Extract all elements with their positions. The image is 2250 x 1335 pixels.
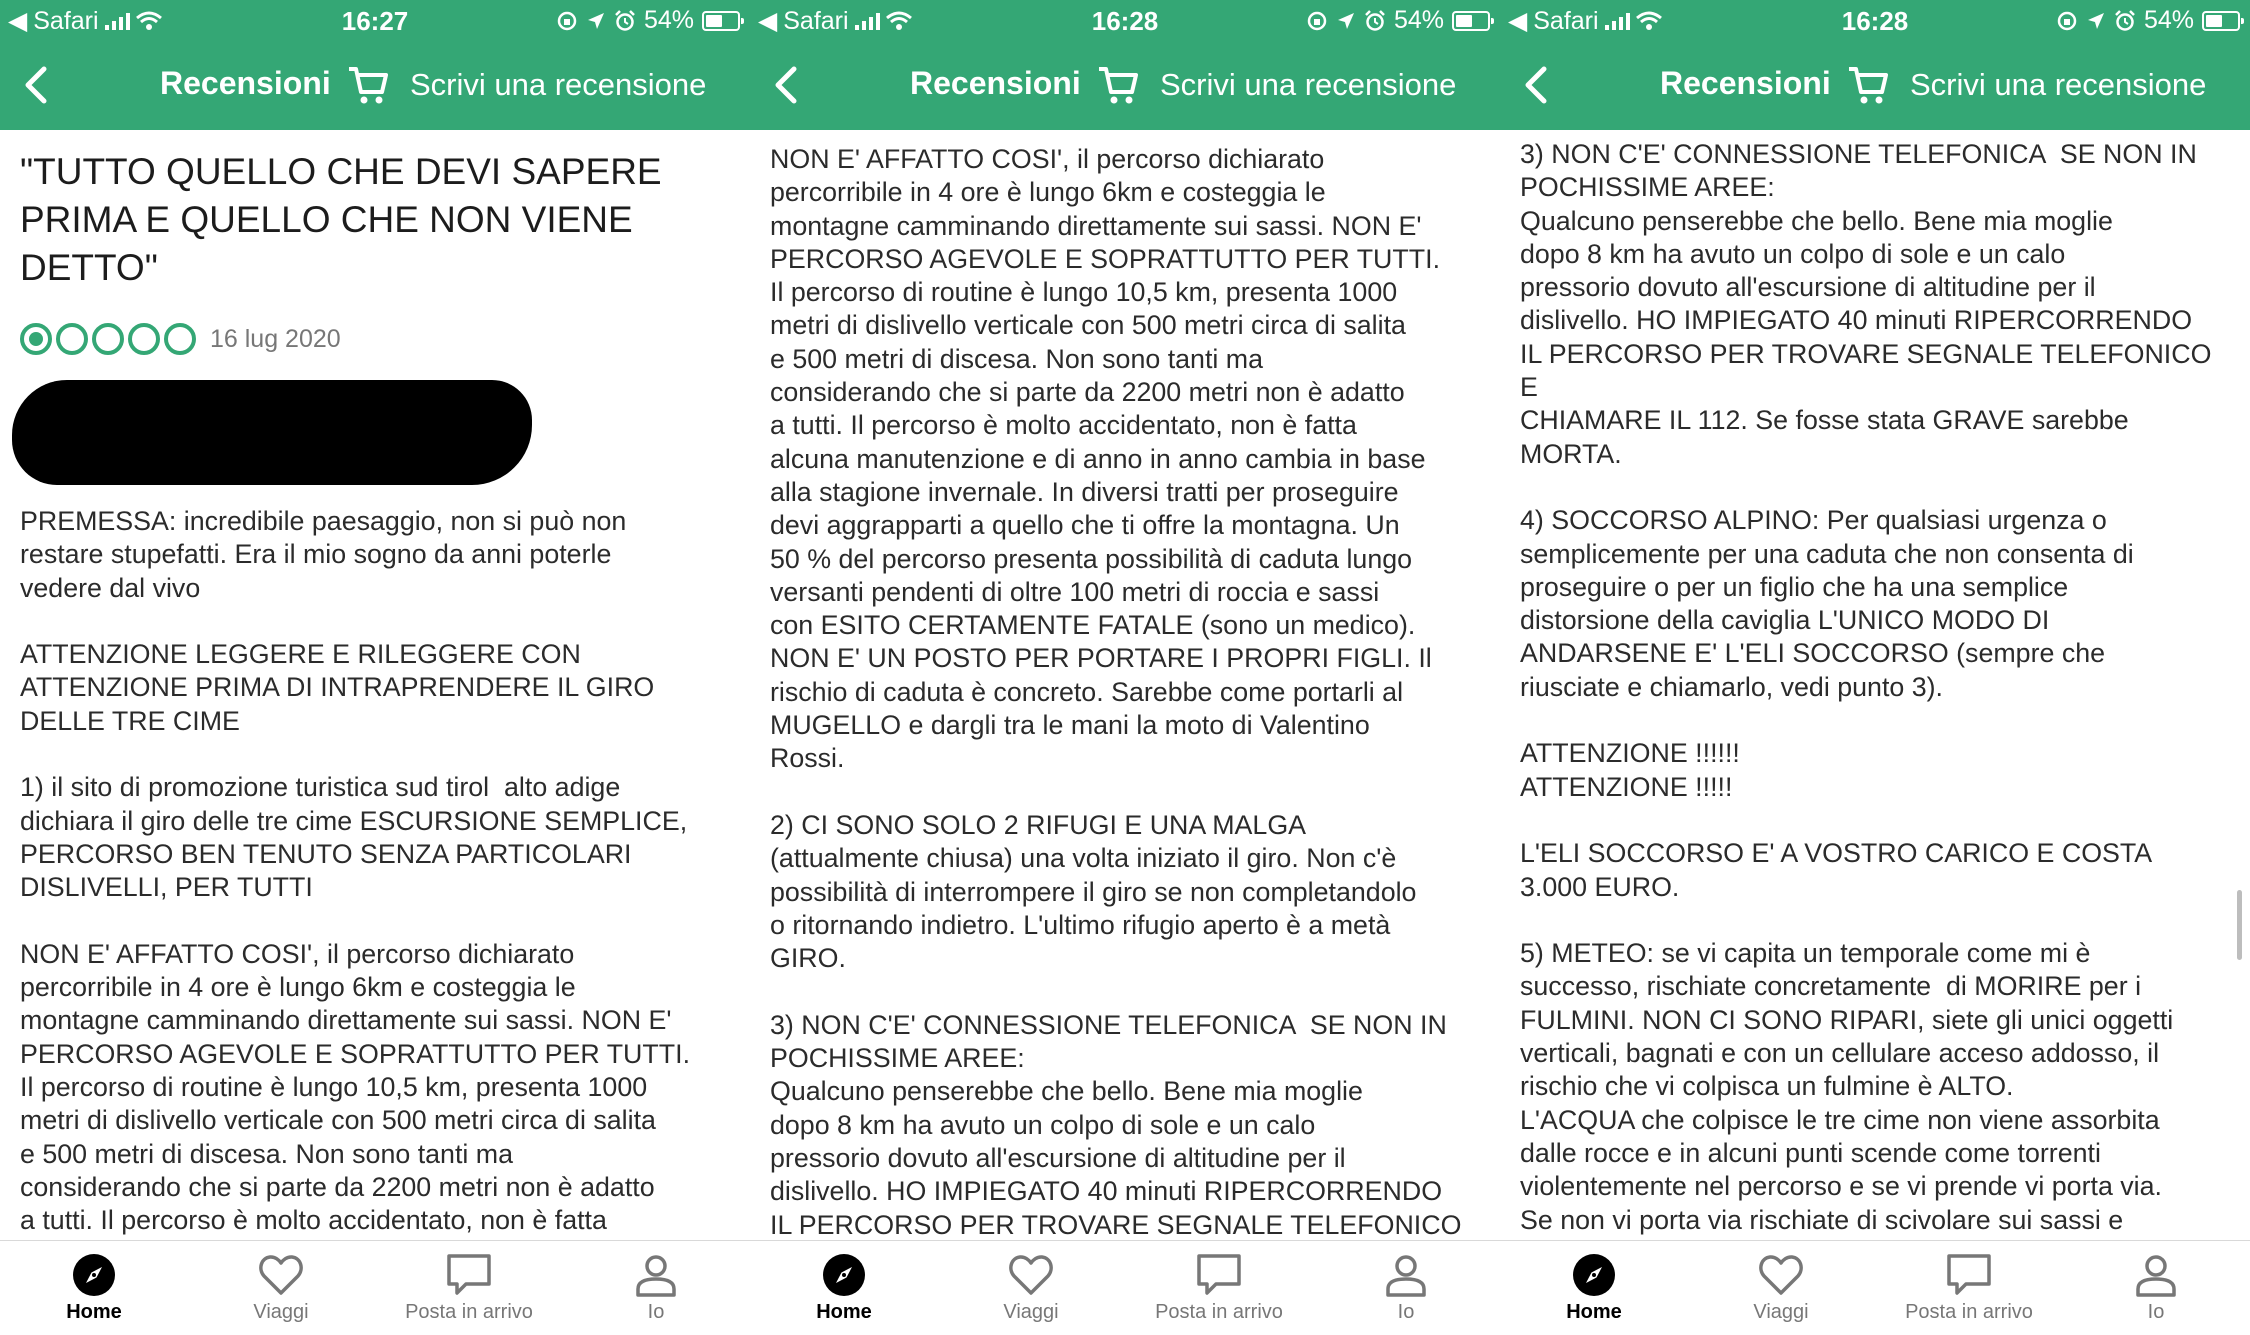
tab-trips[interactable]	[1706, 1253, 1856, 1324]
nav-title: Recensioni	[910, 65, 1081, 101]
top-header	[1500, 0, 2250, 130]
tab-label: Posta in arrivo	[1155, 1301, 1283, 1323]
review-body: PREMESSA: incredibile paesaggio, non si può non restare stupefatti. Era il mio sogno da anni poterle vedere dal vivo ATTENZIONE LEGGERE E RILEGGERE CON ATTENZIONE PRIMA DI INTRAPRENDERE IL GIRO DELLE TRE CIME 1) il sito di promozione turistica sud tirol alto adige dichiara il giro delle tre cime ESCURSIONE SEMPLICE, PERCORSO BEN TENUTO SENZA PARTICOLARI DISLIVELLI, PER TUTTI NON E' AFFATTO COSI', il percorso dichiarato percorribile in 4 ore è lungo 6km e costeggia le montagne camminando direttamente sui sassi. NON E' PERCORSO AGEVOLE E SOPRATTUTTO PER TUTTI. Il percorso di routine è lungo 10,5 km, presenta 1000 metri di dislivello verticale con 500 metri circa di salita e 500 metri di discesa. Non sono tanti ma considerando che si parte da 2200 metri non è adatto a tutti. Il percorso è molto accidentato, non è fatta	[20, 506, 691, 1236]
chat-bubble-icon	[446, 1253, 492, 1297]
tab-label: Home	[1566, 1301, 1622, 1323]
location-icon	[2086, 11, 2106, 31]
back-to-app-icon[interactable]: ◀	[8, 7, 28, 35]
tab-label: Posta in arrivo	[405, 1301, 533, 1323]
write-review-link[interactable]: Scrivi una recensione	[1160, 67, 1457, 102]
alarm-icon	[614, 10, 636, 32]
tab-label: Posta in arrivo	[1905, 1301, 2033, 1323]
phone-screen-2	[750, 0, 1500, 1334]
phone-screen-1	[0, 0, 750, 1334]
tab-home[interactable]	[1519, 1253, 1669, 1324]
tab-inbox[interactable]	[1144, 1253, 1294, 1324]
heart-icon	[1758, 1254, 1804, 1296]
tab-label: Home	[66, 1301, 122, 1323]
rating-bubble-empty	[56, 323, 88, 355]
status-bar	[1500, 0, 2250, 42]
carrier-label: Safari	[33, 6, 99, 35]
battery-icon	[2202, 11, 2240, 31]
tab-label: Viaggi	[1003, 1301, 1059, 1323]
compass-icon	[822, 1253, 866, 1297]
tab-bar	[750, 1240, 1500, 1335]
user-icon	[1385, 1253, 1427, 1297]
tab-bar	[0, 1240, 750, 1335]
rating-bubble-empty	[128, 323, 160, 355]
rating-bubble-empty	[92, 323, 124, 355]
location-icon	[1336, 11, 1356, 31]
status-bar	[0, 0, 750, 42]
battery-percent: 54%	[1393, 6, 1444, 34]
cart-icon	[347, 65, 391, 105]
status-time: 16:27	[341, 6, 409, 36]
battery-icon	[702, 11, 740, 31]
tab-trips[interactable]	[206, 1253, 356, 1324]
tab-trips[interactable]	[956, 1253, 1106, 1324]
review-content	[750, 130, 1500, 1240]
tab-home[interactable]	[19, 1253, 169, 1324]
top-header	[750, 0, 1500, 130]
chat-bubble-icon	[1196, 1253, 1242, 1297]
back-chevron-icon[interactable]	[768, 63, 808, 107]
review-content	[1500, 130, 2250, 1240]
tab-label: Home	[816, 1301, 872, 1323]
tab-label: Io	[2147, 1301, 2165, 1323]
top-header	[0, 0, 750, 130]
status-bar	[750, 0, 1500, 42]
back-chevron-icon[interactable]	[1518, 63, 1558, 107]
status-time: 16:28	[1841, 6, 1909, 36]
user-icon	[635, 1253, 677, 1297]
tab-label: Viaggi	[253, 1301, 309, 1323]
back-chevron-icon[interactable]	[18, 63, 58, 107]
tab-profile[interactable]	[1331, 1253, 1481, 1324]
battery-percent: 54%	[643, 6, 694, 34]
location-icon	[586, 11, 606, 31]
scroll-indicator[interactable]	[2237, 890, 2242, 960]
rating-bubbles	[20, 323, 341, 355]
phone-screen-3	[1500, 0, 2250, 1334]
back-to-app-icon[interactable]: ◀	[758, 7, 778, 35]
tab-inbox[interactable]	[394, 1253, 544, 1324]
tab-label: Io	[647, 1301, 665, 1323]
carrier-label: Safari	[1533, 6, 1599, 35]
compass-icon	[72, 1253, 116, 1297]
write-review-link[interactable]: Scrivi una recensione	[1910, 67, 2207, 102]
cart-icon	[1847, 65, 1891, 105]
write-review-link[interactable]: Scrivi una recensione	[410, 67, 707, 102]
review-body: 3) NON C'E' CONNESSIONE TELEFONICA SE NON IN POCHISSIME AREE: Qualcuno penserebbe che bello. Bene mia moglie dopo 8 km ha avuto un colpo di sole e un calo pressorio dovuto all'escursione di altitudine per il dislivello. HO IMPIEGATO 40 minuti RIPERCORRENDO IL PERCORSO PER TROVARE SEGNALE TELEFONICO E CHIAMARE IL 112. Se fosse stata GRAVE sarebbe MORTA. 4) SOCCORSO ALPINO: Per qualsiasi urgenza o semplicemente per una caduta che non consenta di proseguire o per un figlio che ha una semplice distorsione della caviglia L'UNICO MODO DI ANDARSENE E' L'ELI SOCCORSO (sempre che riusciate e chiamarlo, vedi punto 3). ATTENZIONE !!!!!! ATTENZIONE !!!!! L'ELI SOCCORSO E' A VOSTRO CARICO E COSTA 3.000 EURO. 5) METEO: se vi capita un temporale come mi è successo, rischiate concretamente di MORIRE per i FULMINI. NON CI SONO RIPARI, siete gli unici oggetti verticali, bagnati e con un cellulare acceso addosso, il rischio che vi colpisca un fulmine è ALTO. L'ACQUA che colpisce le tre cime non viene assorbita dalle rocce e in alcuni punti scende come torrenti violentemente nel percorso e se vi prende vi porta via. Se non vi porta via rischiate di scivolare sui sassi e	[1520, 139, 2212, 1235]
redacted-author	[12, 380, 532, 485]
battery-icon	[1452, 11, 1490, 31]
heart-icon	[258, 1254, 304, 1296]
rating-bubble-filled	[20, 323, 52, 355]
review-title: "TUTTO QUELLO CHE DEVI SAPERE PRIMA E QUELLO CHE NON VIENE DETTO"	[20, 151, 662, 288]
status-time: 16:28	[1091, 6, 1159, 36]
screen-lock-icon	[2056, 10, 2078, 32]
chat-bubble-icon	[1946, 1253, 1992, 1297]
tab-label: Viaggi	[1753, 1301, 1809, 1323]
heart-icon	[1008, 1254, 1054, 1296]
tab-profile[interactable]	[2081, 1253, 2231, 1324]
carrier-label: Safari	[783, 6, 849, 35]
alarm-icon	[2114, 10, 2136, 32]
compass-icon	[1572, 1253, 1616, 1297]
review-date: 16 lug 2020	[210, 324, 341, 353]
tab-label: Io	[1397, 1301, 1415, 1323]
cart-icon	[1097, 65, 1141, 105]
review-content	[0, 130, 750, 1240]
tab-profile[interactable]	[581, 1253, 731, 1324]
nav-title: Recensioni	[1660, 65, 1831, 101]
screen-lock-icon	[556, 10, 578, 32]
user-icon	[2135, 1253, 2177, 1297]
tab-home[interactable]	[769, 1253, 919, 1324]
back-to-app-icon[interactable]: ◀	[1508, 7, 1528, 35]
review-body: NON E' AFFATTO COSI', il percorso dichiarato percorribile in 4 ore è lungo 6km e costeggia le montagne camminando direttamente sui sassi. NON E' PERCORSO AGEVOLE E SOPRATTUTTO PER TUTTI. Il percorso di routine è lungo 10,5 km, presenta 1000 metri di dislivello verticale con 500 metri circa di salita e 500 metri di discesa. Non sono tanti ma considerando che si parte da 2200 metri non è adatto a tutti. Il percorso è molto accidentato, non è fatta alcuna manutenzione e di anno in anno cambia in base alla stagione invernale. In diversi tratti per proseguire devi aggrapparti a quello che ti offre la montagna. Un 50 % del percorso presenta possibilità di caduta lungo versanti pendenti di oltre 100 metri di roccia e sassi con ESITO CERTAMENTE FATALE (sono un medico). NON E' UN POSTO PER PORTARE I PROPRI FIGLI. Il rischio di caduta è concreto. Sarebbe come portarli al MUGELLO e dargli tra le mani la moto di Valentino Rossi. 2) CI SONO SOLO 2 RIFUGI E UNA MALGA (attualmente chiusa) una volta iniziato il giro. Non c'è possibilità di interrompere il giro se non completandolo o ritornando indietro. L'ultimo rifugio aperto è a metà GIRO. 3) NON C'E' CONNESSIONE TELEFONICA SE NON IN POCHISSIME AREE: Qualcuno penserebbe che bello. Bene mia moglie dopo 8 km ha avuto un colpo di sole e un calo pressorio dovuto all'escursione di altitudine per il dislivello. HO IMPIEGATO 40 minuti RIPERCORRENDO IL PERCORSO PER TROVARE SEGNALE TELEFONICO	[770, 144, 1462, 1240]
screen-lock-icon	[1306, 10, 1328, 32]
nav-title: Recensioni	[160, 65, 331, 101]
alarm-icon	[1364, 10, 1386, 32]
rating-bubble-empty	[164, 323, 196, 355]
tab-bar	[1500, 1240, 2250, 1335]
battery-percent: 54%	[2143, 6, 2194, 34]
tab-inbox[interactable]	[1894, 1253, 2044, 1324]
